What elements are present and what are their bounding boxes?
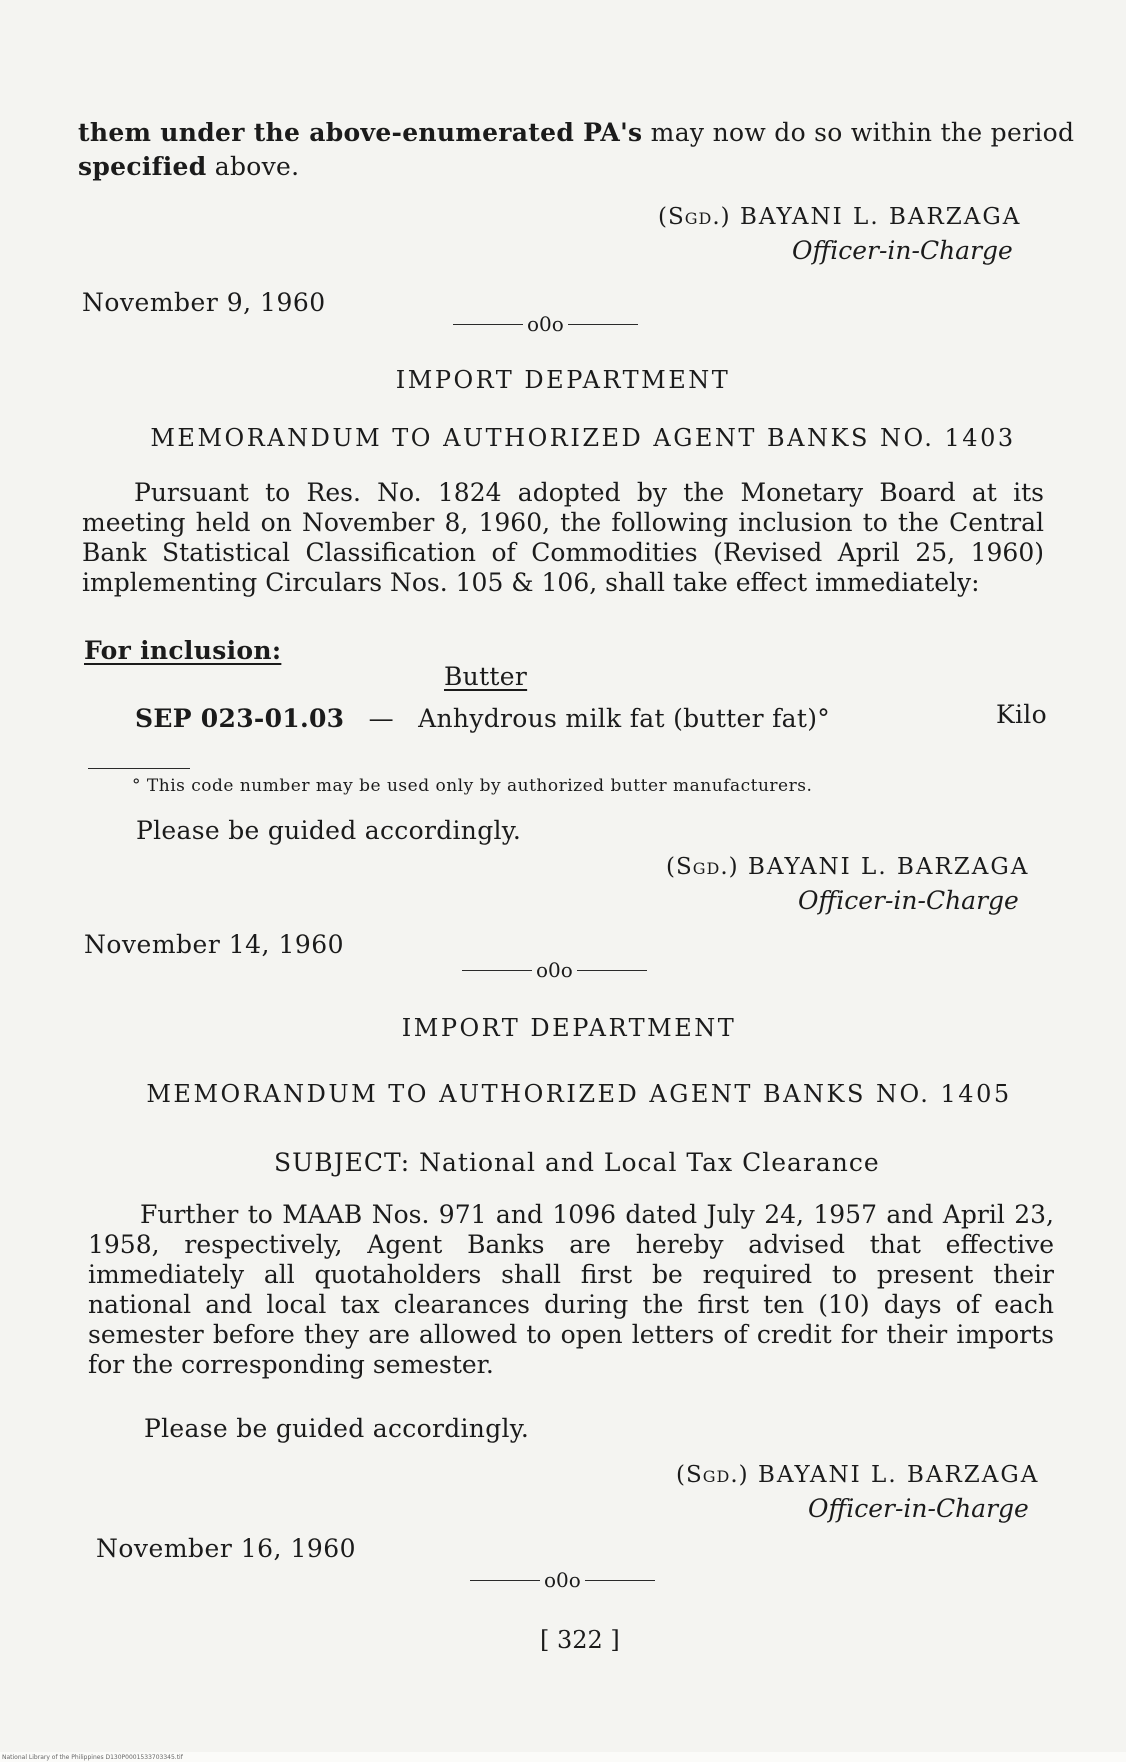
divider-1-rule-right <box>568 324 638 325</box>
memo-1-item-dash: — <box>368 704 394 733</box>
memo-2-subject: SUBJECT: National and Local Tax Clearance <box>274 1148 880 1177</box>
continuation-rest-1: may now do so within the period <box>642 118 1075 147</box>
memo-1-footnote: ° This code number may be used only by authorized butter manufacturers. <box>132 776 813 796</box>
memo-1-body <box>82 478 1044 598</box>
divider-2-rule-left <box>462 970 532 971</box>
signature-2-line <box>666 854 1029 880</box>
memo-1-title: MEMORANDUM TO AUTHORIZED AGENT BANKS NO. 1403 <box>150 424 1016 452</box>
memo-2-body-text: Further to MAAB Nos. 971 and 1096 dated July 24, 1957 and April 23, 1958, respectively, Agent Banks are hereby advised that effective immediately all quotaholders shall first be required to present their national and local tax clearances during the first ten (10) days of each semester before they are allowed to open letters of credit for their imports for the corresponding semester. <box>88 1200 1054 1379</box>
date-1: November 9, 1960 <box>82 288 326 317</box>
signature-2-title: Officer-in-Charge <box>798 886 1019 915</box>
memo-2-body <box>88 1200 1054 1380</box>
signature-1-name: BAYANI L. BARZAGA <box>739 204 1022 230</box>
date-3: November 16, 1960 <box>96 1534 357 1563</box>
footnote-rule <box>88 768 190 769</box>
divider-1-text: o0o <box>527 312 564 336</box>
signature-3-sgd: (Sgd.) <box>676 1462 749 1488</box>
memo-2-title: MEMORANDUM TO AUTHORIZED AGENT BANKS NO. 1405 <box>146 1080 1012 1108</box>
divider-3-rule-left <box>470 1580 540 1581</box>
continuation-bold-1: them under the above-enumerated PA's <box>78 118 643 147</box>
divider-1-rule-left <box>453 324 523 325</box>
divider-1 <box>453 312 638 336</box>
date-2: November 14, 1960 <box>84 930 345 959</box>
signature-3-line <box>676 1462 1039 1488</box>
continuation-bold-2: specified <box>78 152 207 181</box>
divider-3-text: o0o <box>544 1568 581 1592</box>
divider-2 <box>462 958 647 982</box>
memo-1-item-unit: Kilo <box>996 700 1047 729</box>
memo-1-body-text: Pursuant to Res. No. 1824 adopted by the Monetary Board at its meeting held on November 8, 1960, the following inclusion to the Central Bank Statistical Classification of Commodities (Revised April 25, 1960) implementing Circulars Nos. 105 & 106, shall take effect immediately: <box>82 478 1044 597</box>
signature-1-sgd: (Sgd.) <box>658 204 731 230</box>
continuation-line-2 <box>78 152 299 181</box>
signature-1-line <box>658 204 1021 230</box>
memo-2-department: IMPORT DEPARTMENT <box>401 1014 737 1042</box>
signature-2-sgd: (Sgd.) <box>666 854 739 880</box>
continuation-rest-2: above. <box>206 152 300 181</box>
signature-3-title: Officer-in-Charge <box>808 1494 1029 1523</box>
memo-1-department: IMPORT DEPARTMENT <box>395 366 731 394</box>
memo-1-item-row <box>135 704 830 733</box>
memo-1-closing: Please be guided accordingly. <box>136 816 522 845</box>
page-number: [ 322 ] <box>540 1626 620 1654</box>
memo-1-item-code: SEP 023-01.03 <box>135 704 345 733</box>
signature-3-name: BAYANI L. BARZAGA <box>757 1462 1040 1488</box>
continuation-line-1 <box>78 118 1074 147</box>
memo-2-closing: Please be guided accordingly. <box>144 1414 530 1443</box>
divider-2-text: o0o <box>536 958 573 982</box>
memo-1-inclusion-label: For inclusion: <box>84 636 282 665</box>
memo-1-item-desc: Anhydrous milk fat (butter fat)° <box>418 704 831 733</box>
divider-3-rule-right <box>585 1580 655 1581</box>
memo-1-category: Butter <box>444 662 528 691</box>
scanner-footer-text: National Library of the Philippines D130P0001533703345.tif <box>2 1754 183 1761</box>
divider-2-rule-right <box>577 970 647 971</box>
signature-2-name: BAYANI L. BARZAGA <box>747 854 1030 880</box>
signature-1-title: Officer-in-Charge <box>792 236 1013 265</box>
divider-3 <box>470 1568 655 1592</box>
